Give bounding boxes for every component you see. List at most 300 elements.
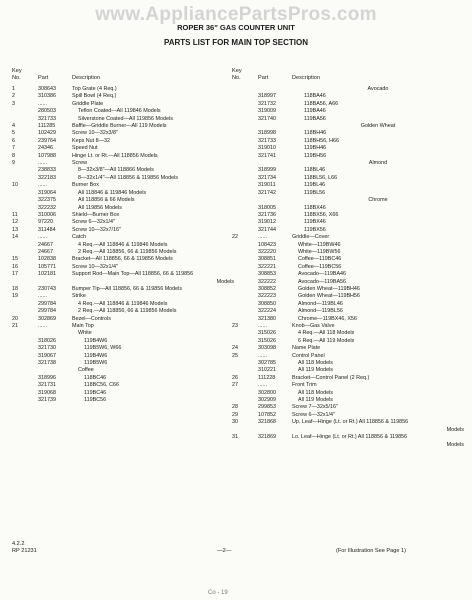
part-row <box>12 345 234 352</box>
part-number: 105771 <box>38 263 56 270</box>
key-number: 31 <box>232 434 238 441</box>
description-header-left: Description <box>72 75 100 81</box>
part-description: Golden Wheat—119BH46 <box>298 285 360 292</box>
key-number <box>12 338 38 345</box>
part-description: Screw 6—32x1/4" <box>292 411 335 418</box>
part-description: 4 Req.—All 118 Models <box>298 330 355 337</box>
part-row <box>232 397 464 404</box>
part-row <box>232 375 464 382</box>
key-number: 25 <box>232 352 238 359</box>
part-number: 299784 <box>38 300 56 307</box>
key-number <box>232 212 258 219</box>
part-number: 311484 <box>38 226 56 233</box>
part-row <box>12 367 234 374</box>
part-description: Baffle—Griddle Burner—All 119 Models <box>72 123 167 130</box>
part-row <box>232 323 464 330</box>
part-description: 119BL46 <box>304 182 326 189</box>
part-row <box>232 404 464 411</box>
part-description: 118BL56, L66 <box>304 174 338 181</box>
key-number <box>12 197 38 204</box>
part-description: Speed Nut <box>72 145 98 152</box>
part-description: Models <box>216 278 234 285</box>
part-number: 321744 <box>258 226 276 233</box>
part-description: Chrome—119BX46, X56 <box>298 315 357 322</box>
part-description: Coffee—119BC46 <box>298 256 342 263</box>
key-number <box>232 279 258 286</box>
part-description: All 119856 Models <box>78 204 122 211</box>
part-description: Avocado—119BA46 <box>298 271 347 278</box>
key-number: 4 <box>12 123 15 130</box>
part-row <box>232 330 464 337</box>
no-header-right: No. <box>232 75 241 81</box>
part-row <box>232 205 464 212</box>
part-description: Burner Box <box>72 182 99 189</box>
part-row <box>232 234 464 241</box>
part-description: Screw 10—32x1/4" <box>72 263 118 270</box>
part-description: 119BA46 <box>304 108 326 115</box>
part-number: 321738 <box>38 360 56 367</box>
part-description: Screw 10—32x7/16" <box>72 226 121 233</box>
part-number <box>38 330 72 337</box>
part-number: 321739 <box>38 397 56 404</box>
part-number: 319064 <box>38 189 56 196</box>
part-number: 318005 <box>258 204 276 211</box>
key-number <box>232 442 258 449</box>
part-row <box>12 390 234 397</box>
key-number: 6 <box>12 137 15 144</box>
part-number: 308850 <box>258 300 276 307</box>
part-number: 322375 <box>38 197 56 204</box>
key-number: 3 <box>12 100 15 107</box>
part-row <box>232 212 464 219</box>
part-number: 102838 <box>38 256 56 263</box>
part-row <box>12 338 234 345</box>
key-number <box>232 242 258 249</box>
key-number: 13 <box>12 226 18 233</box>
key-number: 30 <box>232 419 238 426</box>
part-number: 322183 <box>38 174 56 181</box>
part-row <box>232 108 464 115</box>
part-row <box>232 367 464 374</box>
part-description: 8—32x3/8"—All 118866 Models <box>78 167 154 174</box>
part-number: ...... <box>38 323 47 329</box>
part-description: 119BL56 <box>304 189 326 196</box>
key-number: 20 <box>12 315 18 322</box>
part-row <box>12 212 234 219</box>
part-number: ...... <box>38 182 47 189</box>
part-number: 322222 <box>258 278 276 285</box>
part-number: ...... <box>258 352 267 359</box>
part-description: Bezel—Controls <box>72 315 111 322</box>
part-row <box>232 153 464 160</box>
part-row <box>232 338 464 345</box>
key-number: 27 <box>232 382 238 389</box>
part-row <box>12 116 234 123</box>
key-number: 23 <box>232 323 238 329</box>
key-number <box>12 330 38 337</box>
key-number <box>232 227 258 234</box>
part-number <box>38 279 72 286</box>
part-row <box>232 190 464 197</box>
part-number: ...... <box>258 382 267 389</box>
part-row <box>232 138 464 145</box>
key-number <box>12 249 38 256</box>
part-description: All 118856 & 66 Models <box>78 197 135 204</box>
part-description: 119B4W6 <box>84 352 108 359</box>
part-description: All 118 Models <box>298 360 333 367</box>
key-number <box>12 308 38 315</box>
illustration-note: (For Illustration See Page 1) <box>336 548 406 554</box>
part-number: 319012 <box>258 219 276 226</box>
part-row <box>12 279 234 286</box>
part-description: Up. Leaf—Hinge (Lt. or Rt.) All 118856 & 119856 <box>292 419 409 426</box>
part-number: 321736 <box>258 211 276 218</box>
part-number: 107988 <box>38 152 56 159</box>
part-number: ...... <box>38 160 47 167</box>
part-description: 119BC56 <box>84 397 107 404</box>
key-number <box>232 153 258 160</box>
part-description: 8—32x1/4"—All 118856 & 119856 Models <box>78 174 179 181</box>
part-number: 111228 <box>258 374 276 381</box>
key-number <box>232 286 258 293</box>
key-number: 10 <box>12 182 18 189</box>
part-row <box>232 279 464 286</box>
part-description: 118BA46 <box>304 93 326 100</box>
key-number <box>12 382 38 389</box>
key-number <box>232 308 258 315</box>
part-description: 119BC46 <box>84 389 107 396</box>
key-number <box>232 397 258 404</box>
part-row <box>232 390 464 397</box>
part-row <box>232 434 464 441</box>
part-number: 303098 <box>258 345 276 352</box>
key-number <box>232 316 258 323</box>
part-number: 111285 <box>38 123 56 130</box>
part-number: ...... <box>38 234 47 241</box>
part-number: 238833 <box>38 167 56 174</box>
form-code-2: RP 21231 <box>12 548 37 554</box>
part-number: 321731 <box>38 382 56 389</box>
part-header-right: Part <box>258 75 269 81</box>
part-row <box>232 160 464 167</box>
part-description: Bracket—Control Panel (2 Req.) <box>292 374 370 381</box>
part-number: 319068 <box>38 389 56 396</box>
page-number: —2— <box>217 548 232 554</box>
part-row <box>12 190 234 197</box>
part-description: Models <box>446 441 464 448</box>
key-number <box>12 367 38 374</box>
part-description: Keps Nut 8—32 <box>72 137 111 144</box>
part-number: 280503 <box>38 108 56 115</box>
part-number <box>258 197 292 204</box>
key-header-left: Key <box>12 68 22 74</box>
part-row <box>12 375 234 382</box>
part-row <box>12 353 234 360</box>
part-number: 321733 <box>258 137 276 144</box>
part-description: All 119 Models <box>298 397 333 404</box>
part-description: Top Grate (4 Req.) <box>72 86 117 92</box>
part-row <box>12 145 234 152</box>
key-number <box>12 205 38 212</box>
part-description: Lo. Leaf—Hinge (Lt. or Rt.) All 118856 & 119856 <box>292 434 408 441</box>
key-number: 19 <box>12 293 18 300</box>
part-row <box>232 93 464 100</box>
key-number: 21 <box>12 323 18 329</box>
key-number <box>232 256 258 263</box>
part-row <box>232 219 464 226</box>
part-description: Name Plate <box>292 345 321 352</box>
part-description: White—119BW46 <box>298 241 341 248</box>
part-description: 6 Req.—All 119 Models <box>298 337 355 344</box>
part-description: 119BH56 <box>304 152 327 159</box>
key-number: 7 <box>12 145 15 152</box>
part-row <box>12 182 234 189</box>
part-row <box>232 264 464 271</box>
part-number <box>258 123 292 130</box>
part-number: ...... <box>38 293 47 300</box>
part-description: 118BL46 <box>304 167 326 174</box>
key-number <box>12 353 38 360</box>
part-row <box>12 130 234 137</box>
part-description: Knob—Gas Valve <box>292 323 335 329</box>
part-description: 118BX56, X66 <box>304 211 339 218</box>
part-row <box>12 256 234 263</box>
part-number: 321868 <box>258 419 276 426</box>
key-number: 15 <box>12 256 18 263</box>
key-number <box>12 360 38 367</box>
part-row <box>232 249 464 256</box>
part-row <box>12 93 234 100</box>
part-number: 102429 <box>38 130 56 137</box>
part-description: 119BH46 <box>304 145 327 152</box>
key-number <box>232 427 258 434</box>
part-number: 321742 <box>258 189 276 196</box>
part-description: Catch <box>72 234 87 241</box>
part-row <box>12 86 234 93</box>
part-number: 321380 <box>258 315 276 322</box>
parts-list-right <box>232 86 464 449</box>
part-number: 308853 <box>258 271 276 278</box>
part-row <box>232 101 464 108</box>
document-title: ROPER 36" GAS COUNTER UNIT <box>177 23 295 32</box>
part-description: Almond <box>368 160 388 167</box>
part-description: Coffee <box>78 367 94 374</box>
part-number: 308852 <box>258 285 276 292</box>
part-row <box>12 108 234 115</box>
part-number: 321740 <box>258 115 276 122</box>
part-number: 319067 <box>38 352 56 359</box>
watermark: www.AppliancePartsPros.com <box>95 4 377 25</box>
part-number: 319011 <box>258 182 276 189</box>
key-number <box>12 279 38 286</box>
part-number: 321869 <box>258 434 276 441</box>
part-description: 119B5W6, W66 <box>84 345 122 352</box>
part-description: Bracket—All 118856, 66 & 119856 Models <box>72 256 173 263</box>
part-description: White—119BW56 <box>298 248 341 255</box>
part-description: 2 Req.—All 118856, 66 & 119856 Models <box>78 308 177 315</box>
part-row <box>232 175 464 182</box>
key-number <box>232 93 258 100</box>
part-number: 321732 <box>258 100 276 107</box>
part-number <box>258 86 292 93</box>
part-number: ...... <box>38 100 47 107</box>
key-number <box>12 301 38 308</box>
part-row <box>232 345 464 352</box>
part-number: 322224 <box>258 308 276 315</box>
part-description: Avocado <box>367 86 389 92</box>
key-number: 9 <box>12 160 15 167</box>
part-description: Avocado—119BA56 <box>298 278 347 285</box>
key-number <box>232 182 258 189</box>
part-row <box>12 249 234 256</box>
part-number: 302800 <box>258 389 276 396</box>
part-description: 4 Req.—All 118846 & 119846 Models <box>78 241 168 248</box>
part-row <box>232 197 464 204</box>
part-number: 322232 <box>38 204 56 211</box>
part-number: 108423 <box>258 241 276 248</box>
part-description: 118BC46 <box>84 374 107 381</box>
part-number: 107852 <box>258 411 276 418</box>
key-number <box>12 375 38 382</box>
part-description: Screw 6—32x1/4" <box>72 219 115 226</box>
key-number <box>232 101 258 108</box>
part-description: 118BC56, C66 <box>84 382 119 389</box>
key-number <box>12 345 38 352</box>
part-row <box>12 323 234 330</box>
key-number <box>232 360 258 367</box>
part-number: 310006 <box>38 211 56 218</box>
key-number: 2 <box>12 93 15 100</box>
part-row <box>12 264 234 271</box>
part-description: 119BX46 <box>304 219 326 226</box>
part-row <box>12 227 234 234</box>
part-description: Bumper Tip—All 118856, 66 & 119856 Models <box>72 285 183 292</box>
part-description: Golden Wheat <box>360 123 396 130</box>
part-description: All 118846 & 119846 Models <box>78 189 147 196</box>
part-description: All 119 Models <box>298 367 333 374</box>
part-row <box>232 301 464 308</box>
part-number: 322221 <box>258 263 276 270</box>
key-number <box>232 116 258 123</box>
key-number <box>232 167 258 174</box>
part-number: 319010 <box>258 145 276 152</box>
key-number <box>232 197 258 204</box>
part-number: 315026 <box>258 337 276 344</box>
part-row <box>232 116 464 123</box>
key-number <box>232 264 258 271</box>
part-number: 308643 <box>38 86 56 92</box>
key-number <box>12 108 38 115</box>
part-number: 318999 <box>258 167 276 174</box>
part-row <box>232 360 464 367</box>
key-number <box>232 293 258 300</box>
part-row <box>12 160 234 167</box>
key-number <box>232 390 258 397</box>
part-number: 315026 <box>258 330 276 337</box>
key-number: 18 <box>12 285 18 292</box>
key-number <box>232 108 258 115</box>
part-row <box>232 242 464 249</box>
form-code-1: 4.2.2 <box>12 541 25 547</box>
part-number: ...... <box>258 323 267 329</box>
part-row <box>12 382 234 389</box>
part-number: 310386 <box>38 93 56 100</box>
key-number <box>232 175 258 182</box>
part-number: 318997 <box>258 93 276 100</box>
part-number: 308851 <box>258 256 276 263</box>
key-number <box>232 338 258 345</box>
part-row <box>232 286 464 293</box>
part-description: Screw 10—32x3/8" <box>72 130 118 137</box>
part-row <box>12 219 234 226</box>
key-number <box>232 130 258 137</box>
part-description: Golden Wheat—119BH56 <box>298 293 360 300</box>
key-number <box>232 367 258 374</box>
key-number <box>12 167 38 174</box>
part-number: 318998 <box>258 130 276 137</box>
part-number: 24667 <box>38 248 53 255</box>
part-description: Support Rod—Main Top—All 118856, 66 & 119856 <box>72 271 194 278</box>
key-number: 12 <box>12 219 18 226</box>
key-number <box>12 390 38 397</box>
key-number: 29 <box>232 411 238 418</box>
key-number <box>232 219 258 226</box>
part-row <box>12 397 234 404</box>
part-number <box>258 427 292 434</box>
part-row <box>12 286 234 293</box>
part-row <box>232 442 464 449</box>
part-description: Almond—119BL46 <box>298 300 343 307</box>
key-number <box>12 175 38 182</box>
part-number <box>38 367 72 374</box>
part-row <box>12 293 234 300</box>
part-description: 119B4W6 <box>84 337 108 344</box>
part-description: 119B5W6 <box>84 360 108 367</box>
key-number <box>12 190 38 197</box>
part-description: 119BX56 <box>304 226 326 233</box>
part-row <box>12 330 234 337</box>
key-number <box>232 190 258 197</box>
part-row <box>12 175 234 182</box>
part-row <box>232 293 464 300</box>
part-row <box>232 256 464 263</box>
part-description: Control Panel <box>292 352 325 359</box>
part-number: 299784 <box>38 308 56 315</box>
key-number: 11 <box>12 211 18 218</box>
part-number: ...... <box>258 234 267 241</box>
key-number <box>232 138 258 145</box>
part-number: 102181 <box>38 271 56 278</box>
key-number <box>232 86 258 93</box>
part-description: 118BH46 <box>304 130 327 137</box>
part-number: 322223 <box>258 293 276 300</box>
part-number: 299853 <box>258 404 276 411</box>
part-description: Screw <box>72 160 87 167</box>
part-description: 118BH56, H66 <box>304 137 339 144</box>
part-description: Griddle—Cover <box>292 234 330 241</box>
part-row <box>232 130 464 137</box>
key-number <box>232 249 258 256</box>
part-row <box>12 205 234 212</box>
part-row <box>232 353 464 360</box>
part-row <box>232 427 464 434</box>
part-row <box>12 308 234 315</box>
part-number: 230743 <box>38 285 56 292</box>
key-number <box>232 205 258 212</box>
part-description: Griddle Plate <box>72 100 104 107</box>
part-row <box>232 167 464 174</box>
part-number: 24667 <box>38 241 53 248</box>
